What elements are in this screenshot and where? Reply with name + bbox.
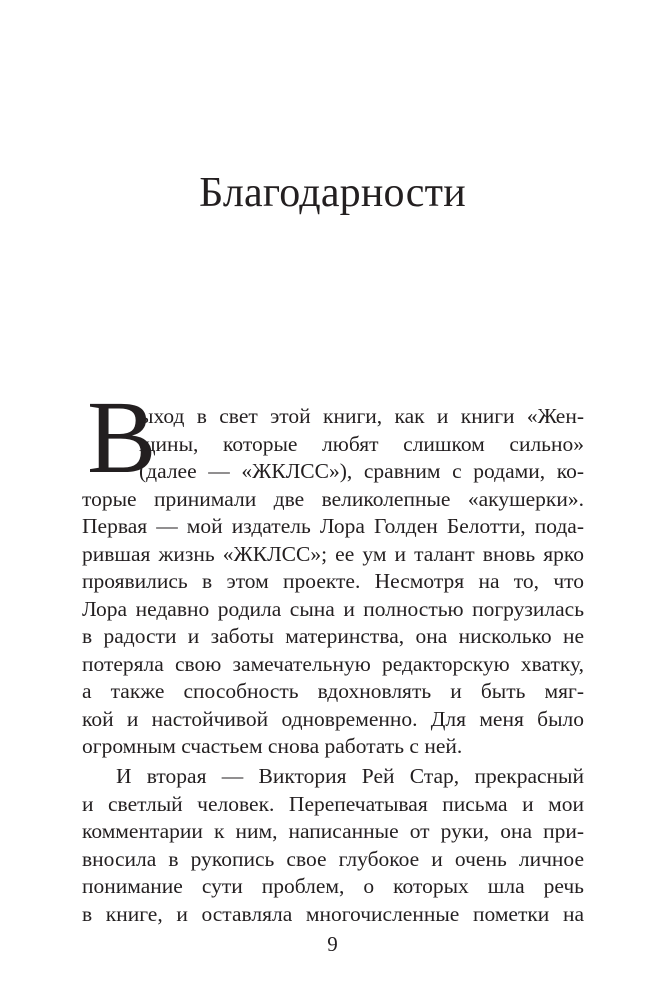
- page-title: Благодарности: [199, 170, 466, 216]
- text-line: Лора недавно родила сына и полностью погрузилась: [82, 596, 584, 621]
- text-line: И вторая — Виктория Рей Стар, прекрасный: [116, 764, 584, 788]
- text-line: понимание сути проблем, о которых шла речь: [82, 874, 584, 898]
- text-line: ыход в свет этой книги, как и книги «Жен-: [139, 404, 584, 428]
- text-line: комментарии к ним, написанные от руки, она при-: [82, 819, 584, 843]
- text-line: рившая жизнь «ЖКЛСС»; ее ум и талант вновь ярко: [82, 541, 584, 566]
- drop-cap: В: [87, 380, 157, 495]
- text-line: (далее — «ЖКЛСС»), сравним с родами, ко-: [139, 459, 584, 483]
- text-line: потеряла свою замечательную редакторскую хватку,: [82, 651, 584, 676]
- text-line: проявились в этом проекте. Несмотря на то, что: [82, 569, 584, 593]
- text-line: Первая — мой издатель Лора Голден Белотти, пода-: [82, 514, 584, 538]
- text-line: кой и настойчивой одновременно. Для меня было: [82, 706, 584, 731]
- text-line: огромным счастьем снова работать с ней.: [82, 734, 463, 758]
- page-number: 9: [327, 932, 338, 956]
- text-line: в радости и заботы материнства, она нисколько не: [82, 624, 584, 648]
- text-line: вносила в рукопись свое глубокое и очень личное: [82, 846, 584, 871]
- text-line: и светлый человек. Перепечатывая письма и мои: [82, 791, 584, 816]
- text-line: торые принимали две великолепные «акушерки».: [82, 486, 584, 511]
- text-line: щины, которые любят слишком сильно»: [139, 431, 584, 456]
- text-line: а также способность вдохновлять и быть мяг-: [82, 679, 584, 703]
- text-line: в книге, и оставляла многочисленные пометки на: [82, 901, 584, 926]
